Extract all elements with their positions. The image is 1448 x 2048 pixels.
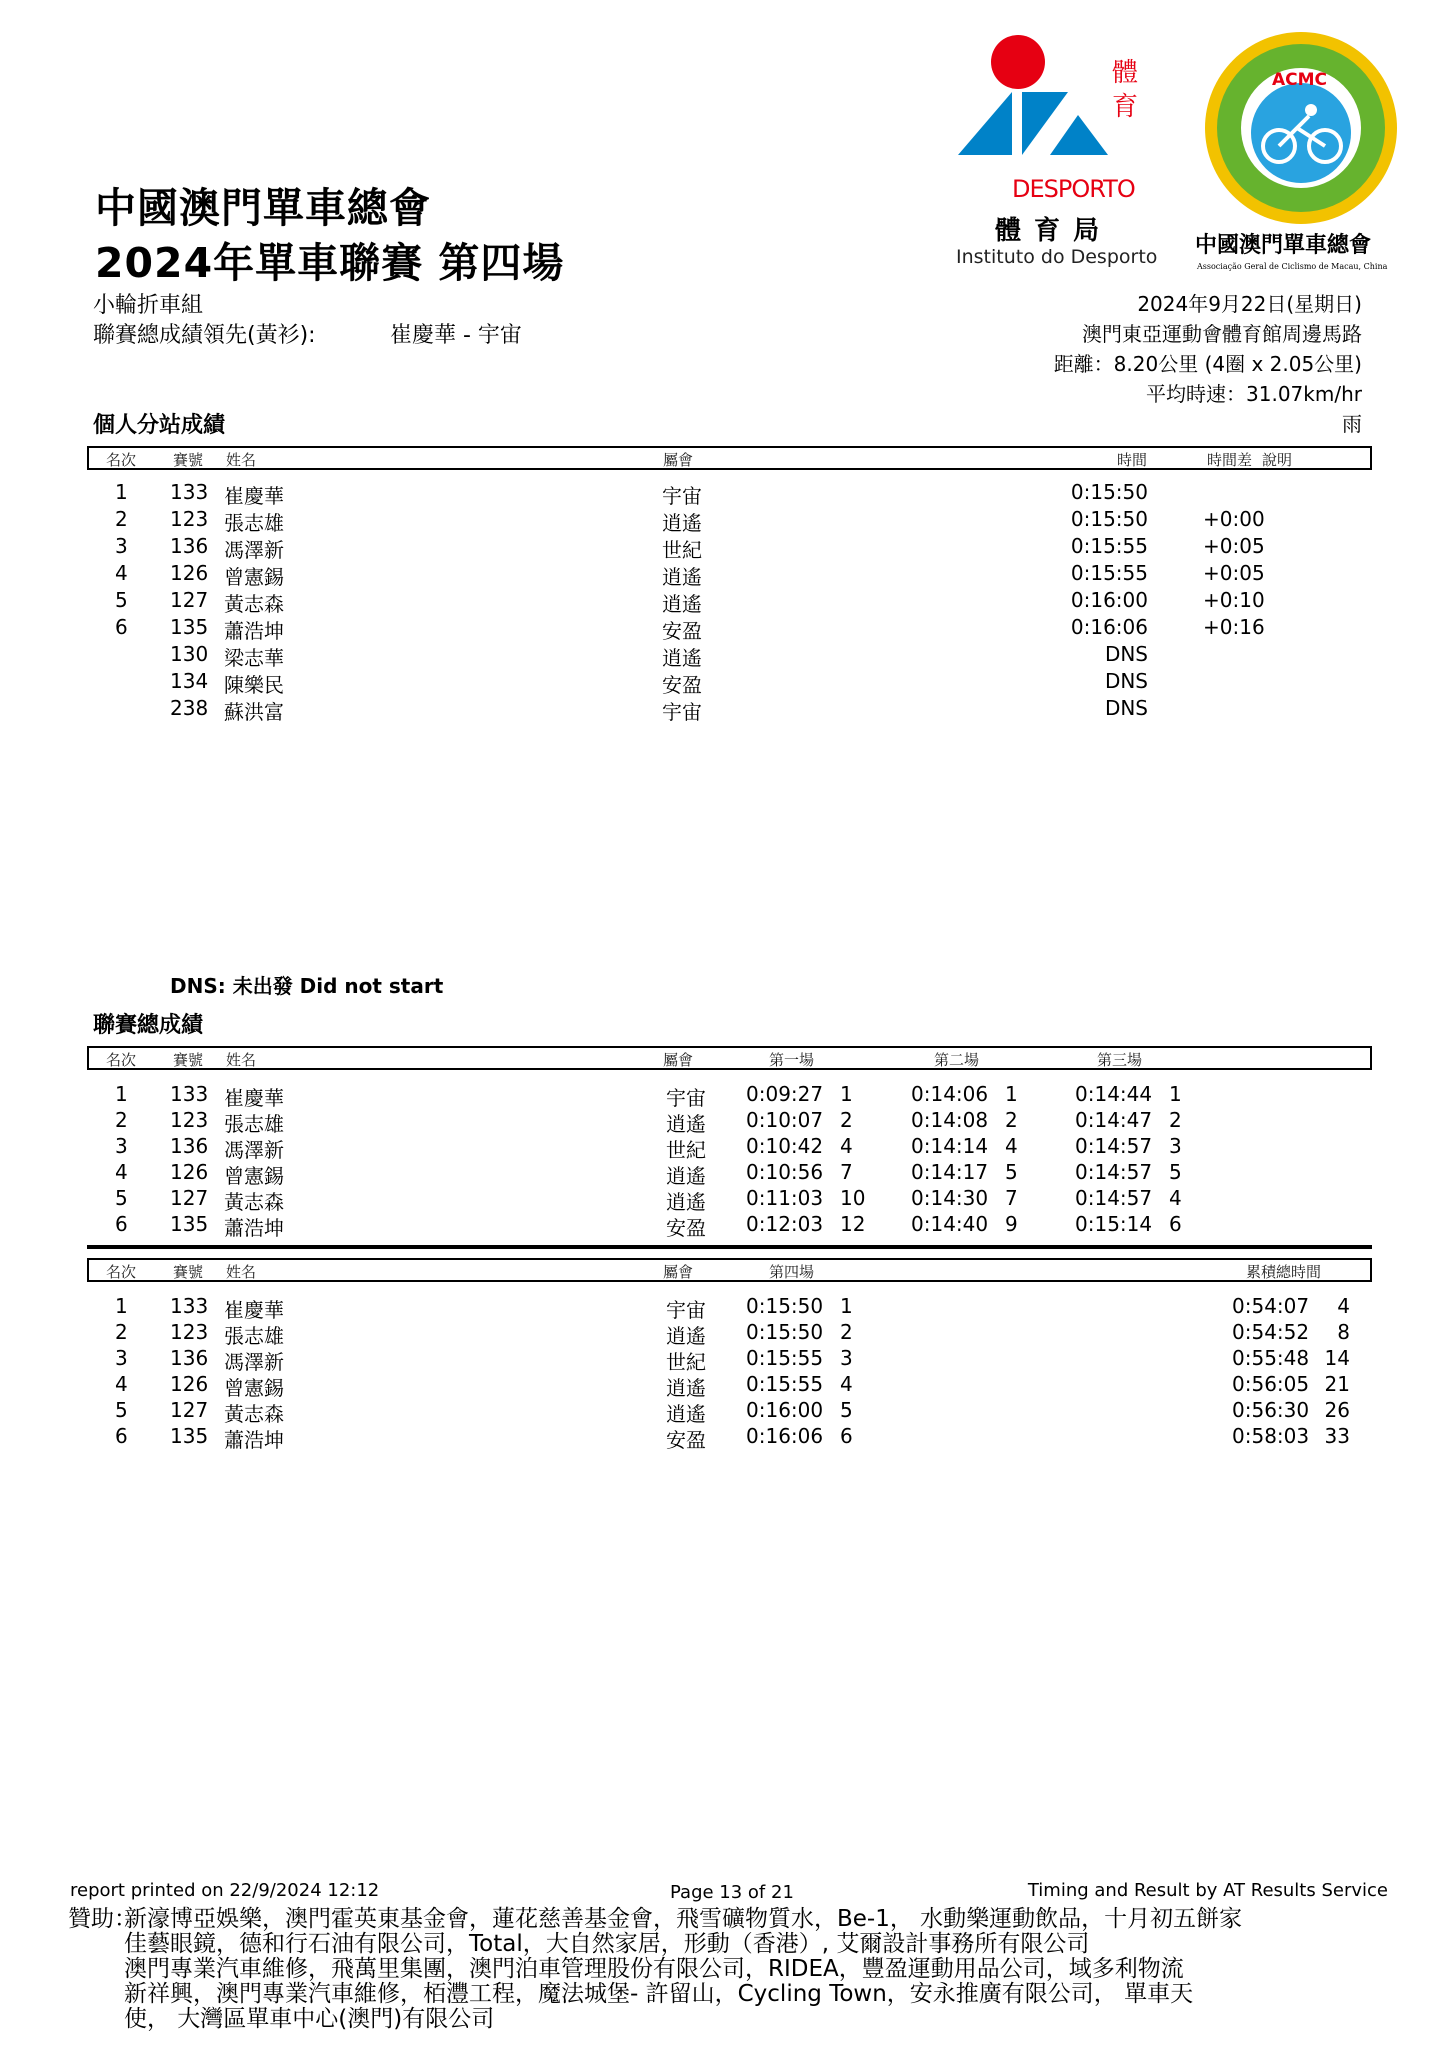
cell-bib: 127 (170, 1186, 209, 1210)
col-name: 姓名 (226, 1263, 257, 1281)
event-title: 2024年單車聯賽 第四場 (95, 239, 565, 287)
col-race2: 第二場 (934, 1051, 980, 1069)
cell-pts: 33 (1324, 1424, 1350, 1448)
cell-bib: 136 (170, 1134, 209, 1158)
col-club: 屬會 (663, 1051, 694, 1069)
cell-club: 逍遙 (666, 1190, 706, 1214)
cell-club: 逍遙 (666, 1324, 706, 1348)
desporto-logo (950, 30, 1160, 270)
cell-club: 逍遙 (662, 511, 702, 535)
cell-gap: +0:00 (1203, 507, 1265, 531)
cell-name: 張志雄 (224, 1112, 284, 1136)
stage-title: 個人分站成績 (93, 413, 226, 438)
acmc-abbr: ACMC (1272, 70, 1328, 90)
cell-time: DNS (1104, 669, 1148, 693)
cell-bib: 126 (170, 1372, 209, 1396)
cell-r3: 0:14:57 (1075, 1160, 1153, 1184)
cell-r4: 0:15:55 (746, 1346, 824, 1370)
cell-p3: 1 (1169, 1082, 1182, 1106)
sponsor-line: 新濠博亞娛樂，澳門霍英東基金會，蓮花慈善基金會，飛雪礦物質水，Be-1， 水動樂運動飲品，十月初五餅家 (124, 1906, 1243, 1932)
cell-bib: 134 (170, 669, 209, 693)
cell-r4: 0:15:55 (746, 1372, 824, 1396)
event-venue: 澳門東亞運動會體育館周邊馬路 (1082, 322, 1362, 346)
table-separator (87, 1245, 1372, 1249)
col-time: 時間 (1117, 451, 1148, 469)
cell-r1: 0:12:03 (746, 1212, 824, 1236)
event-date: 2024年9月22日(星期日) (1137, 292, 1362, 316)
table-row (0, 1346, 1448, 1372)
cell-rank: 3 (115, 1346, 128, 1370)
col-club: 屬會 (663, 451, 694, 469)
cell-club: 安盈 (662, 619, 702, 643)
sponsor-line: 使， 大灣區單車中心(澳門)有限公司 (124, 2006, 495, 2032)
acmc-pt: Associação Geral de Ciclismo de Macau, China (1197, 262, 1388, 271)
cell-r3: 0:14:47 (1075, 1108, 1153, 1132)
cell-club: 安盈 (666, 1216, 706, 1240)
table-row (0, 1212, 1448, 1238)
cell-rank: 6 (115, 1212, 128, 1236)
desporto-pt: Instituto do Desporto (956, 246, 1158, 268)
col-bib: 賽號 (173, 1051, 204, 1069)
cell-r1: 0:10:56 (746, 1160, 824, 1184)
table-row (0, 1424, 1448, 1450)
cell-bib: 133 (170, 1294, 209, 1318)
cell-r3: 0:15:14 (1075, 1212, 1153, 1236)
cell-name: 蕭浩坤 (224, 1428, 284, 1452)
dns-note: DNS: 未出發 Did not start (170, 974, 444, 998)
table-row (0, 480, 1448, 507)
table-row (0, 1186, 1448, 1212)
cell-pts: 14 (1324, 1346, 1350, 1370)
sponsor-line: 新祥興，澳門專業汽車維修，栢灃工程，魔法城堡- 許留山，Cycling Town，安永推廣有限公司， 單車天 (124, 1981, 1194, 2007)
sponsor-line: 佳藝眼鏡，德和行石油有限公司，Total，大自然家居，形動（香港）, 艾爾設計事務所有限公司 (124, 1931, 1090, 1957)
cell-p1: 4 (840, 1134, 853, 1158)
cell-p2: 2 (1005, 1108, 1018, 1132)
cell-name: 馮澤新 (224, 1350, 284, 1374)
sponsor-list (124, 1907, 1324, 2032)
cell-time: 0:15:50 (1070, 480, 1148, 504)
cell-p2: 9 (1005, 1212, 1018, 1236)
cell-total: 0:56:05 (1232, 1372, 1310, 1396)
table-row (0, 1398, 1448, 1424)
cell-bib: 238 (170, 696, 209, 720)
printed-timestamp: report printed on 22/9/2024 12:12 (70, 1880, 380, 1901)
cell-p2: 4 (1005, 1134, 1018, 1158)
cell-time: 0:16:06 (1070, 615, 1148, 639)
table-row (0, 1160, 1448, 1186)
cell-p3: 4 (1169, 1186, 1182, 1210)
cell-name: 蘇洪富 (224, 700, 284, 724)
cell-bib: 136 (170, 1346, 209, 1370)
cell-rank: 3 (115, 534, 128, 558)
cell-pts: 26 (1324, 1398, 1350, 1422)
cell-r1: 0:10:42 (746, 1134, 824, 1158)
category-label: 小輪折車組 (93, 293, 204, 318)
cell-bib: 135 (170, 1424, 209, 1448)
cell-rank: 4 (115, 1160, 128, 1184)
col-total: 累積總時間 (1246, 1263, 1322, 1281)
cell-bib: 126 (170, 1160, 209, 1184)
event-distance: 距離：8.20公里 (4圈 x 2.05公里) (1053, 352, 1362, 376)
cell-p3: 5 (1169, 1160, 1182, 1184)
cell-club: 安盈 (662, 673, 702, 697)
table-row (0, 696, 1448, 723)
cell-r3: 0:14:57 (1075, 1186, 1153, 1210)
cell-r1: 0:11:03 (746, 1186, 824, 1210)
cell-p2: 1 (1005, 1082, 1018, 1106)
table-row (0, 1134, 1448, 1160)
cell-rank: 5 (115, 1398, 128, 1422)
table-row (0, 669, 1448, 696)
col-gap: 時間差 (1207, 451, 1253, 469)
cell-club: 世紀 (666, 1350, 706, 1374)
cell-bib: 126 (170, 561, 209, 585)
cell-club: 逍遙 (666, 1402, 706, 1426)
cell-r2: 0:14:30 (911, 1186, 989, 1210)
cell-pts: 8 (1337, 1320, 1350, 1344)
event-weather: 雨 (1342, 412, 1362, 436)
cell-club: 宇宙 (662, 484, 702, 508)
col-race1: 第一場 (769, 1051, 815, 1069)
cell-gap: +0:16 (1203, 615, 1265, 639)
table-row (0, 642, 1448, 669)
cell-r4: 0:15:50 (746, 1294, 824, 1318)
col-bib: 賽號 (173, 451, 204, 469)
cell-club: 宇宙 (666, 1086, 706, 1110)
leader-value: 崔慶華 - 宇宙 (390, 323, 522, 348)
cell-name: 曾憲錫 (224, 1164, 284, 1188)
cell-p1: 2 (840, 1108, 853, 1132)
sponsor-label: 贊助： (68, 1906, 137, 1932)
cell-name: 曾憲錫 (224, 565, 284, 589)
cell-gap: +0:05 (1203, 561, 1265, 585)
cell-p1: 1 (840, 1082, 853, 1106)
cell-bib: 133 (170, 1082, 209, 1106)
desporto-cn: 體 育 局 (995, 216, 1102, 246)
cell-name: 張志雄 (224, 1324, 284, 1348)
cell-bib: 123 (170, 507, 209, 531)
cell-pts: 21 (1324, 1372, 1350, 1396)
col-club: 屬會 (663, 1263, 694, 1281)
col-note: 說明 (1262, 451, 1293, 469)
cell-name: 陳樂民 (224, 673, 284, 697)
cell-name: 曾憲錫 (224, 1376, 284, 1400)
table-row (0, 1108, 1448, 1134)
cell-name: 馮澤新 (224, 538, 284, 562)
cell-r2: 0:14:17 (911, 1160, 989, 1184)
col-rank: 名次 (106, 451, 137, 469)
cell-rank: 4 (115, 561, 128, 585)
acmc-emblem-icon (1201, 28, 1401, 228)
col-rank: 名次 (106, 1263, 137, 1281)
timing-credit: Timing and Result by AT Results Service (1027, 1880, 1388, 1901)
cell-name: 蕭浩坤 (224, 1216, 284, 1240)
cell-club: 逍遙 (662, 592, 702, 616)
cell-name: 黃志森 (224, 1190, 284, 1214)
cell-gap: +0:05 (1203, 534, 1265, 558)
cell-club: 世紀 (662, 538, 702, 562)
cell-p3: 3 (1169, 1134, 1182, 1158)
cell-bib: 135 (170, 615, 209, 639)
table-row (0, 534, 1448, 561)
cell-p4: 5 (840, 1398, 853, 1422)
cell-r4: 0:15:50 (746, 1320, 824, 1344)
cell-rank: 2 (115, 1108, 128, 1132)
league-header-row-a (87, 1046, 1372, 1070)
cell-r1: 0:10:07 (746, 1108, 824, 1132)
cell-club: 世紀 (666, 1138, 706, 1162)
cell-rank: 2 (115, 507, 128, 531)
league-header-row-b (87, 1258, 1372, 1282)
cell-p3: 2 (1169, 1108, 1182, 1132)
desporto-word: DESPORTO (1012, 175, 1135, 203)
event-avg-speed: 平均時速：31.07km/hr (1146, 382, 1362, 406)
cell-name: 蕭浩坤 (224, 619, 284, 643)
stage-header-row (87, 446, 1372, 470)
cell-r4: 0:16:00 (746, 1398, 824, 1422)
cell-club: 逍遙 (666, 1164, 706, 1188)
sponsor-line: 澳門專業汽車維修，飛萬里集團，澳門泊車管理股份有限公司，RIDEA，豐盈運動用品公司，域多利物流 (124, 1956, 1184, 1982)
org-title: 中國澳門單車總會 (95, 184, 431, 232)
cell-p1: 10 (840, 1186, 866, 1210)
cell-rank: 4 (115, 1372, 128, 1396)
cell-p1: 7 (840, 1160, 853, 1184)
table-row (0, 1320, 1448, 1346)
cell-r3: 0:14:57 (1075, 1134, 1153, 1158)
col-rank: 名次 (106, 1051, 137, 1069)
cell-club: 逍遙 (666, 1376, 706, 1400)
cell-time: 0:15:55 (1070, 534, 1148, 558)
cell-r3: 0:14:44 (1075, 1082, 1153, 1106)
cell-pts: 4 (1337, 1294, 1350, 1318)
cell-total: 0:56:30 (1232, 1398, 1310, 1422)
cell-name: 張志雄 (224, 511, 284, 535)
cell-time: DNS (1104, 642, 1148, 666)
col-race4: 第四場 (769, 1263, 815, 1281)
cell-name: 崔慶華 (224, 1298, 284, 1322)
col-bib: 賽號 (173, 1263, 204, 1281)
acmc-cn: 中國澳門單車總會 (1195, 232, 1372, 258)
cell-bib: 123 (170, 1320, 209, 1344)
leader-label: 聯賽總成績領先(黃衫): (93, 323, 316, 348)
cell-bib: 136 (170, 534, 209, 558)
cell-p2: 7 (1005, 1186, 1018, 1210)
cell-total: 0:55:48 (1232, 1346, 1310, 1370)
cell-club: 逍遙 (662, 646, 702, 670)
cell-p4: 4 (840, 1372, 853, 1396)
desporto-vertical-text: 體育 (1112, 58, 1139, 122)
cell-total: 0:58:03 (1232, 1424, 1310, 1448)
cell-name: 馮澤新 (224, 1138, 284, 1162)
cell-club: 安盈 (666, 1428, 706, 1452)
cell-time: DNS (1104, 696, 1148, 720)
cell-name: 黃志森 (224, 592, 284, 616)
col-name: 姓名 (226, 1051, 257, 1069)
cell-name: 梁志華 (224, 646, 284, 670)
cell-p1: 12 (840, 1212, 866, 1236)
cell-r1: 0:09:27 (746, 1082, 824, 1106)
col-name: 姓名 (226, 451, 257, 469)
cell-club: 宇宙 (662, 700, 702, 724)
cell-club: 逍遙 (666, 1112, 706, 1136)
cell-time: 0:16:00 (1070, 588, 1148, 612)
table-row (0, 561, 1448, 588)
cell-p4: 6 (840, 1424, 853, 1448)
cell-bib: 133 (170, 480, 209, 504)
cell-r2: 0:14:06 (911, 1082, 989, 1106)
cell-rank: 6 (115, 615, 128, 639)
table-row (0, 588, 1448, 615)
cell-rank: 5 (115, 1186, 128, 1210)
cell-bib: 130 (170, 642, 209, 666)
cell-total: 0:54:52 (1232, 1320, 1310, 1344)
cell-gap: +0:10 (1203, 588, 1265, 612)
cell-r2: 0:14:40 (911, 1212, 989, 1236)
cell-p3: 6 (1169, 1212, 1182, 1236)
cell-r2: 0:14:14 (911, 1134, 989, 1158)
cell-bib: 127 (170, 1398, 209, 1422)
table-row (0, 507, 1448, 534)
cell-rank: 5 (115, 588, 128, 612)
cell-r4: 0:16:06 (746, 1424, 824, 1448)
league-title: 聯賽總成績 (93, 1013, 204, 1038)
cell-p4: 2 (840, 1320, 853, 1344)
cell-name: 崔慶華 (224, 1086, 284, 1110)
cell-club: 宇宙 (666, 1298, 706, 1322)
acmc-logo (1195, 28, 1410, 278)
cell-name: 黃志森 (224, 1402, 284, 1426)
cell-rank: 1 (115, 480, 128, 504)
cell-r2: 0:14:08 (911, 1108, 989, 1132)
col-race3: 第三場 (1097, 1051, 1143, 1069)
page-number: Page 13 of 21 (670, 1882, 794, 1903)
cell-rank: 1 (115, 1082, 128, 1106)
cell-name: 崔慶華 (224, 484, 284, 508)
cell-p2: 5 (1005, 1160, 1018, 1184)
table-row (0, 1372, 1448, 1398)
cell-rank: 6 (115, 1424, 128, 1448)
table-row (0, 615, 1448, 642)
cell-rank: 2 (115, 1320, 128, 1344)
cell-rank: 3 (115, 1134, 128, 1158)
cell-club: 逍遙 (662, 565, 702, 589)
cell-p4: 3 (840, 1346, 853, 1370)
table-row (0, 1082, 1448, 1108)
cell-time: 0:15:50 (1070, 507, 1148, 531)
cell-p4: 1 (840, 1294, 853, 1318)
cell-rank: 1 (115, 1294, 128, 1318)
cell-bib: 127 (170, 588, 209, 612)
cell-total: 0:54:07 (1232, 1294, 1310, 1318)
cell-time: 0:15:55 (1070, 561, 1148, 585)
cell-bib: 123 (170, 1108, 209, 1132)
table-row (0, 1294, 1448, 1320)
cell-bib: 135 (170, 1212, 209, 1236)
